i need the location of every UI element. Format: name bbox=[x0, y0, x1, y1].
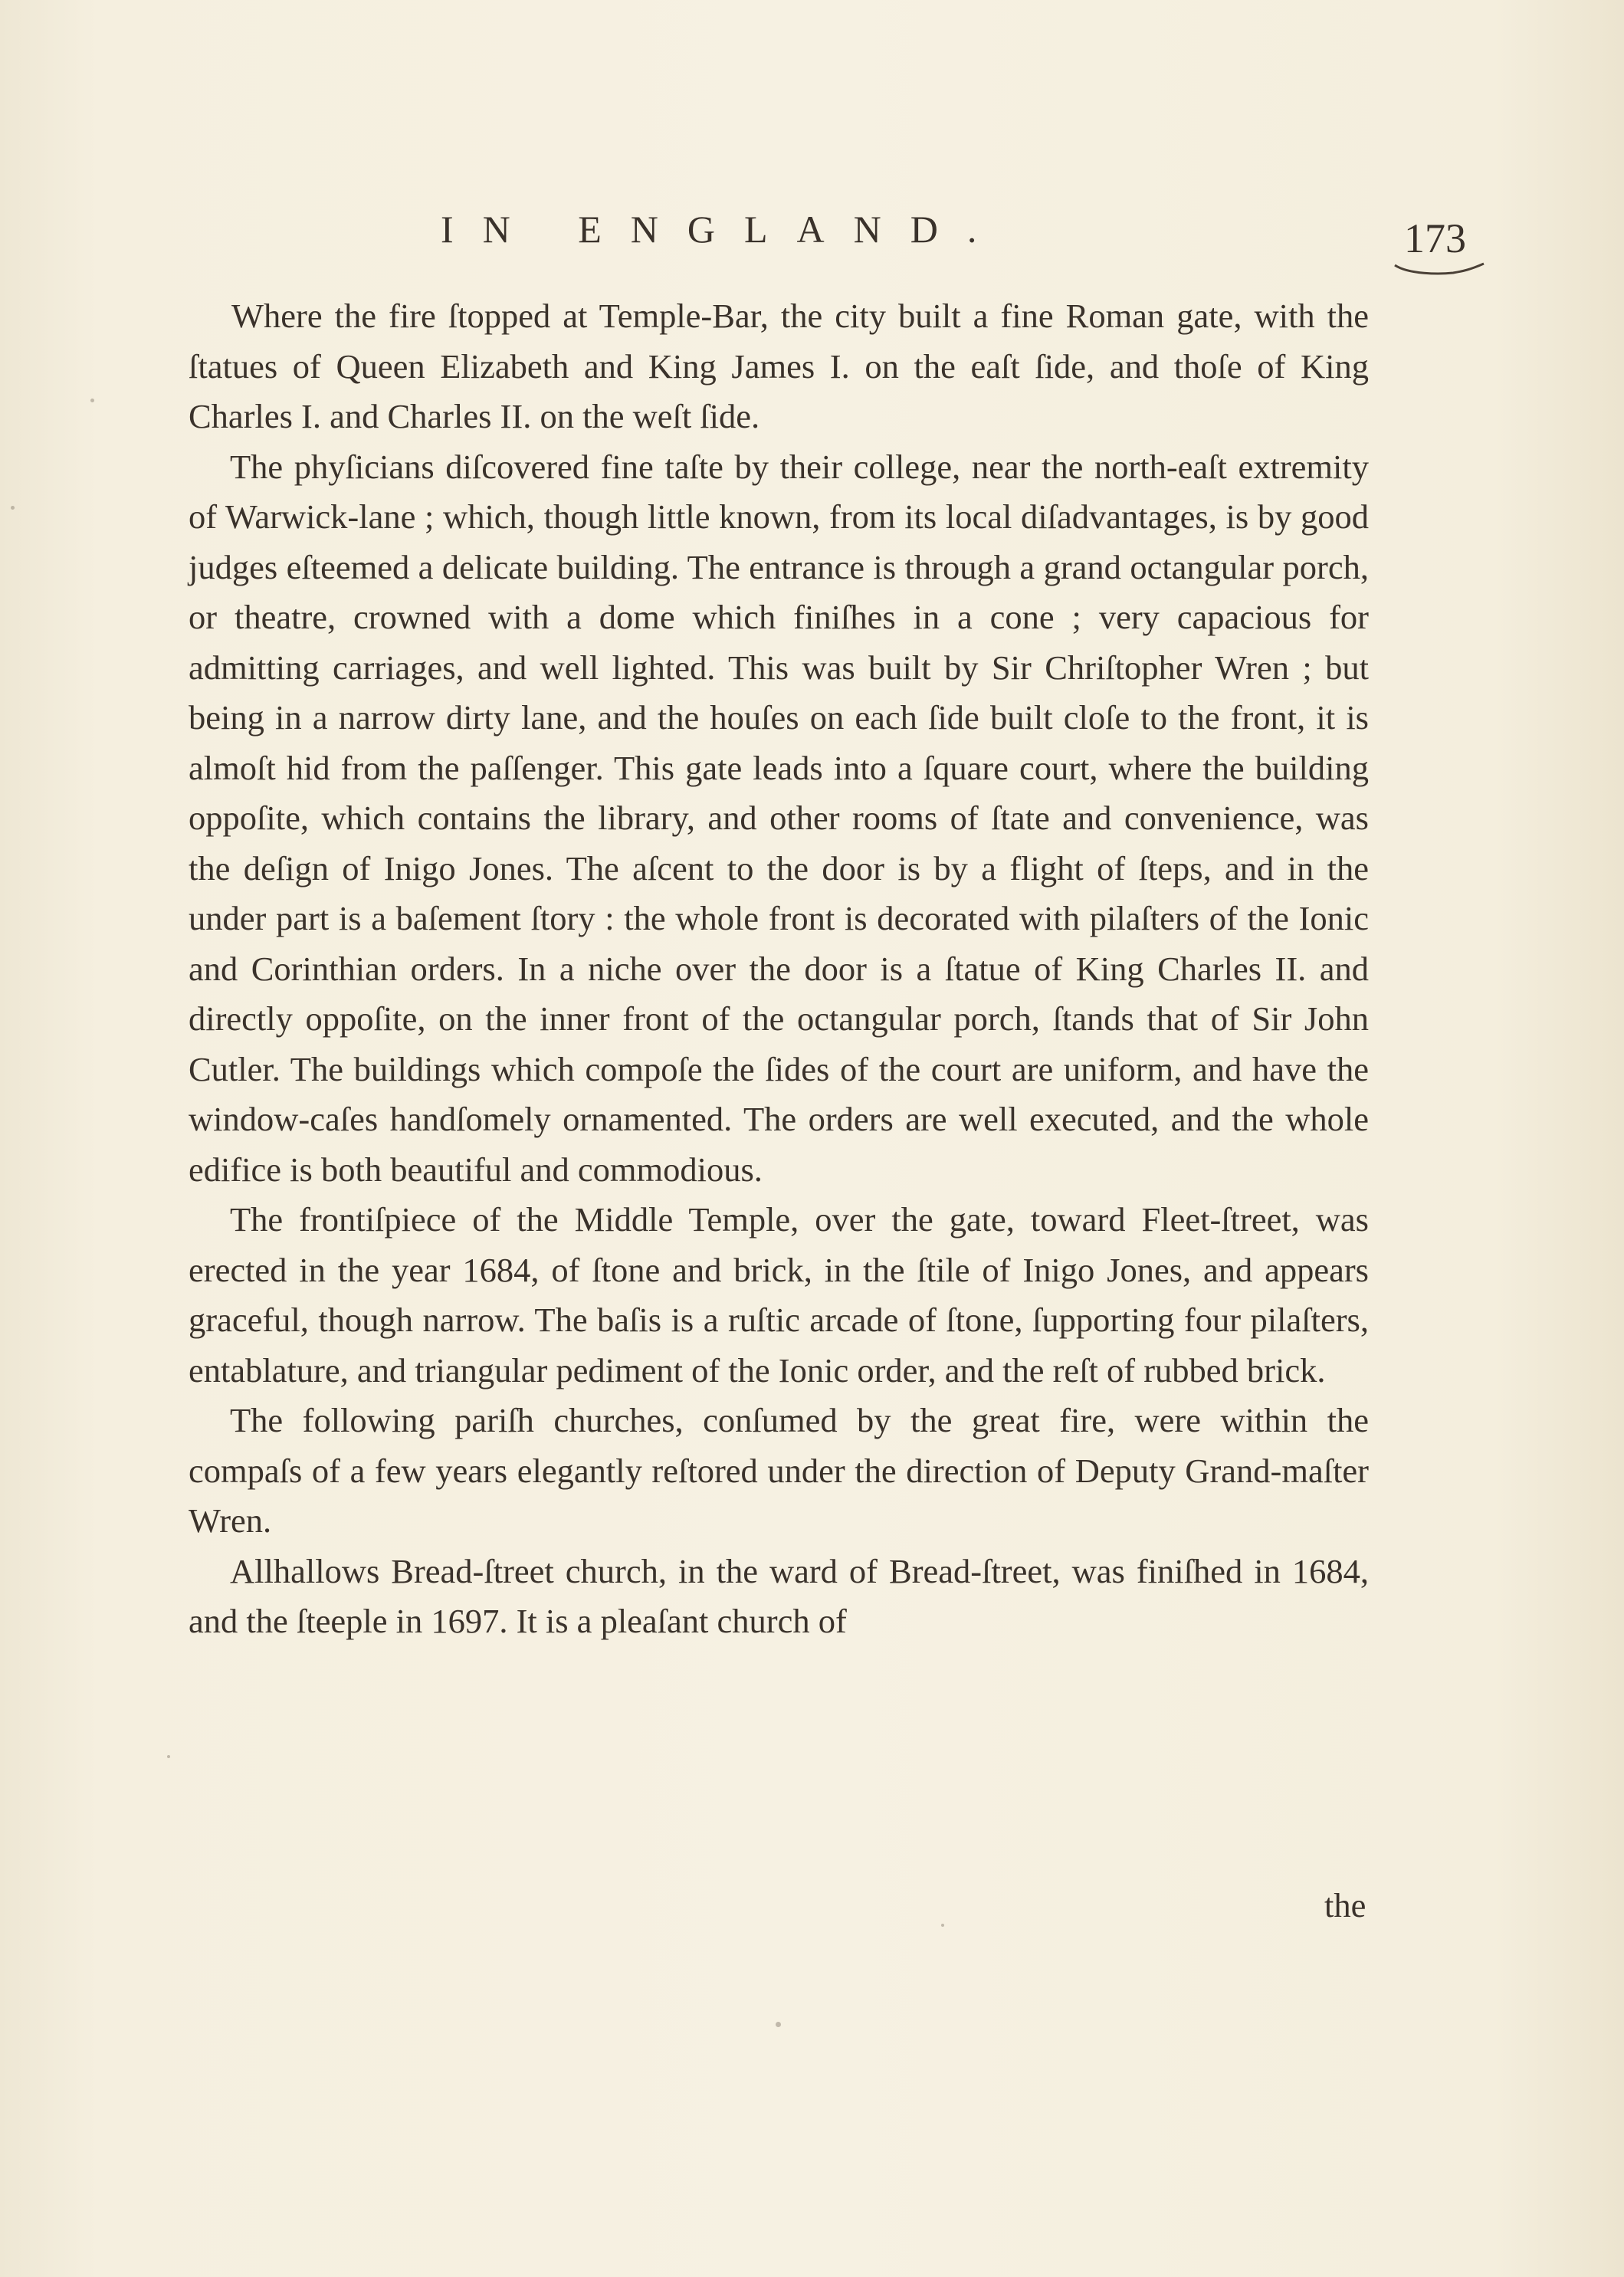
paper-speck bbox=[167, 1755, 170, 1758]
folio-underline-icon bbox=[1393, 261, 1485, 284]
paragraph-temple-bar: Where the fire ſtopped at Temple-Bar, the city built a fine Roman gate, with the ſtatues of Queen Elizabeth and King James I. on the eaſt ſide, and thoſe of King Charles I. and Charles II. on the weſt ſide. bbox=[189, 297, 1369, 435]
paper-speck bbox=[90, 399, 94, 402]
paragraph-middle-temple: The frontiſpiece of the Middle Temple, over the gate, toward Fleet-ſtreet, was erected in the year 1684, of ſtone and brick, in the ſtile of Inigo Jones, and appears graceful, though narrow. The baſis is a ruſtic arcade of ſtone, ſupporting four pilaſters, entablature, and triangular pediment of the Ionic order, and the reſt of rubbed brick. bbox=[189, 1200, 1369, 1389]
paragraph-physicians-college: The phyſicians diſcovered fine taſte by their college, near the north-eaſt extremity of Warwick-lane ; which, though little known, from its local diſadvantages, is by good judges eſteemed a delicate building. The entrance is through a grand octangular porch, or theatre, crowned with a dome which finiſhes in a cone ; very capacious for admitting carriages, and well lighted. This was built by Sir Chriſtopher Wren ; but being in a narrow dirty lane, and the houſes on each ſide built cloſe to the front, it is almoſt hid from the paſſenger. This gate leads into a ſquare court, where the building oppoſite, which contains the library, and other rooms of ſtate and convenience, was the deſign of Inigo Jones. The aſcent to the door is by a flight of ſteps, and in the under part is a baſement ſtory : the whole front is decorated with pilaſters of the Ionic and Corinthian orders. In a niche over the door is a ſtatue of King Charles II. and directly oppoſite, on the inner front of the octangular porch, ſtands that of Sir John Cutler. The buildings which compoſe the ſides of the court are uniform, and have the window-caſes handſomely ornamented. The orders are well executed, and the whole edifice is both beautiful and commodious. bbox=[189, 447, 1369, 1189]
paper-speck bbox=[776, 2022, 781, 2027]
running-head: IN ENGLAND. bbox=[441, 208, 1006, 251]
page-number: 173 bbox=[1404, 215, 1466, 261]
body-text bbox=[189, 291, 1369, 1647]
paper-speck bbox=[11, 506, 15, 510]
catchword: the bbox=[1324, 1886, 1366, 1924]
paragraph-parish-churches: The following pariſh churches, conſumed by the great fire, were within the compaſs of a few years elegantly reſtored under the direction of Deputy Grand-maſter Wren. bbox=[189, 1401, 1369, 1540]
paragraph-allhallows: Allhallows Bread-ſtreet church, in the ward of Bread-ſtreet, was finiſhed in 1684, and the ſteeple in 1697. It is a pleaſant church of bbox=[189, 1551, 1369, 1640]
paper-speck bbox=[941, 1924, 944, 1927]
